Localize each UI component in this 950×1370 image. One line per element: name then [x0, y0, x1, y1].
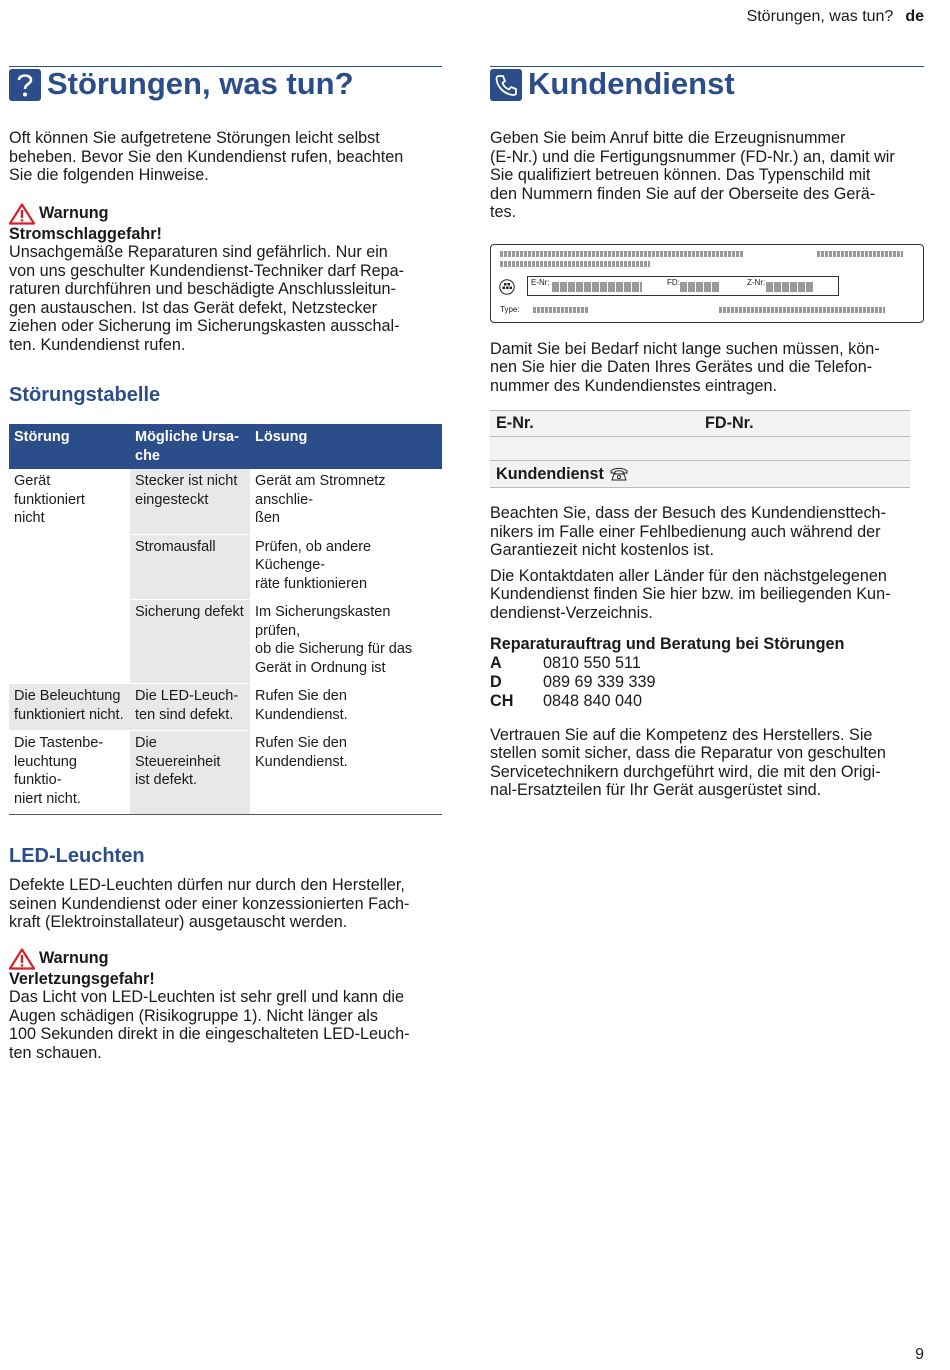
problem-cell: Die Beleuchtung funktioniert nicht. — [9, 684, 130, 731]
rating-plate-illustration — [490, 244, 924, 323]
problem-cell — [9, 600, 130, 684]
intro-paragraph — [490, 129, 924, 222]
cause-cell: Die Steuereinheit ist defekt. — [130, 731, 250, 815]
text-line: Beachten Sie, dass der Besuch des Kundendiensttech- — [490, 504, 886, 522]
text-line: raturen durchführen und beschädigte Anschlussleitun- — [9, 280, 396, 298]
led-title: LED-Leuchten — [9, 845, 145, 867]
enr-field-label: E-Nr. — [496, 414, 534, 432]
phone-number: 0848 840 040 — [543, 691, 643, 710]
note-paragraph — [490, 340, 924, 396]
phone-entry — [490, 692, 924, 711]
text-line: Die Kontaktdaten aller Länder für den nächstgelegenen — [490, 566, 887, 585]
text-line: Augen schädigen (Risikogruppe 1). Nicht länger als — [9, 1006, 378, 1025]
placeholder-text — [719, 307, 885, 313]
contact-paragraph — [490, 567, 924, 623]
placeholder-text — [500, 261, 650, 267]
text-line: dendienst-Verzeichnis. — [490, 603, 653, 622]
troubleshooting-table — [9, 424, 442, 815]
column-header: Mögliche Ursa- che — [130, 424, 250, 469]
text-line: von uns geschulter Kundendienst-Techniker darf Repa- — [9, 261, 405, 280]
table-row — [9, 469, 442, 534]
right-column — [490, 66, 924, 800]
page-title: Störungen, was tun? — [47, 66, 354, 101]
text-line: ziehen oder Sicherung im Sicherungskasten ausschal- — [9, 317, 400, 335]
text-line: (E-Nr.) und die Fertigungsnummer (FD-Nr.) an, damit wir — [490, 147, 895, 166]
solution-cell: Rufen Sie den Kundendienst. — [250, 684, 442, 731]
solution-cell: Prüfen, ob andere Küchenge- räte funktionieren — [250, 534, 442, 600]
led-paragraph — [9, 876, 442, 932]
solution-cell: Gerät am Stromnetz anschlie- ßen — [255, 473, 386, 526]
text-line: den Nummern finden Sie auf der Oberseite des Gerä- — [490, 184, 876, 203]
placeholder-text — [552, 282, 642, 292]
header-title: Störungen, was tun? — [746, 8, 894, 25]
text-line: nikers im Falle einer Fehlbedienung auch während der — [490, 522, 881, 541]
header-lang: de — [905, 8, 924, 25]
solution-cell: Im Sicherungskasten prüfen, ob die Sicherung für das Gerät in Ordnung ist — [250, 600, 442, 684]
column-header: Lösung — [250, 424, 442, 469]
trust-paragraph — [490, 726, 924, 800]
phone-entry — [490, 654, 924, 673]
text-line: kraft (Elektroinstallateur) ausgetauscht werden. — [9, 913, 348, 931]
text-line: stellen somit sicher, dass die Reparatur von geschulten — [490, 744, 886, 762]
placeholder-text — [500, 251, 744, 257]
phone-handset-icon — [490, 69, 522, 101]
problem-cell — [9, 534, 130, 600]
table-row — [9, 731, 442, 815]
text-line: Geben Sie beim Anruf bitte die Erzeugnisnummer — [490, 129, 846, 147]
solution-cell: Rufen Sie den Kundendienst. — [250, 731, 442, 815]
warning-heading — [9, 203, 442, 225]
telephone-icon — [610, 467, 628, 481]
placeholder-text — [533, 307, 589, 313]
service-data-form — [490, 410, 910, 488]
placeholder-text — [680, 282, 720, 292]
text-line: Servicetechnikern durchgeführt wird, die mit den Origi- — [490, 762, 881, 781]
text-line: Unsachgemäße Reparaturen sind gefährlich. Nur ein — [9, 243, 388, 261]
text-line: nen Sie hier die Daten Ihres Gerätes und die Telefon- — [490, 358, 873, 376]
text-line: beheben. Bevor Sie den Kundendienst rufen, beachten — [9, 147, 404, 166]
cause-cell: Stromausfall — [130, 534, 250, 600]
warning-text — [9, 988, 442, 1062]
warning-headline: Verletzungsgefahr! — [9, 969, 155, 988]
text-line: Das Licht von LED-Leuchten ist sehr grell und kann die — [9, 988, 405, 1006]
phone-number: 0810 550 511 — [543, 653, 641, 672]
table-row — [9, 684, 442, 731]
table-title: Störungstabelle — [9, 384, 161, 406]
text-line: Defekte LED-Leuchten dürfen nur durch den Hersteller, — [9, 876, 405, 894]
section-title: Kundendienst — [528, 66, 735, 101]
warning-heading — [9, 948, 442, 970]
phone-entry — [490, 673, 924, 692]
cause-cell: Sicherung defekt — [130, 600, 250, 684]
country-code: D — [490, 672, 502, 691]
country-code: CH — [490, 691, 514, 710]
phone-number: 089 69 339 339 — [543, 672, 656, 691]
phone-list — [490, 654, 924, 711]
text-line: Garantiezeit nicht kostenlos ist. — [490, 541, 715, 559]
page-number: 9 — [915, 1346, 924, 1363]
text-line: tes. — [490, 203, 517, 221]
plate-znr-label: Z-Nr: — [747, 277, 766, 287]
plate-number-box — [527, 276, 839, 296]
placeholder-text — [817, 251, 903, 257]
left-column — [9, 66, 442, 1062]
question-icon — [9, 69, 41, 101]
table-header-row — [9, 424, 442, 469]
text-line: nal-Ersatzteilen für Ihr Gerät ausgerüstet sind. — [490, 781, 822, 799]
text-line: 100 Sekunden direkt in die eingeschalteten LED-Leuch- — [9, 1025, 410, 1043]
visit-cost-paragraph — [490, 504, 924, 560]
service-logo-icon — [499, 279, 515, 295]
running-header — [747, 8, 924, 26]
warning-triangle-icon — [9, 203, 35, 225]
text-line: Vertrauen Sie auf die Kompetenz des Herstellers. Sie — [490, 725, 873, 744]
text-line: Kundendienst finden Sie hier bzw. im beiliegenden Kun- — [490, 585, 891, 603]
warning-triangle-icon — [9, 948, 35, 970]
plate-type-label: Type: — [500, 304, 520, 314]
cause-cell: Stecker ist nicht eingesteckt — [130, 469, 250, 534]
section-heading-troubleshooting — [9, 66, 442, 107]
form-row-numbers — [490, 410, 910, 436]
cause-cell: Die LED-Leuch- ten sind defekt. — [130, 684, 250, 731]
fdnr-field-label: FD-Nr. — [705, 414, 754, 432]
table-row — [9, 600, 442, 684]
text-line: nummer des Kundendienstes eintragen. — [490, 376, 778, 395]
warning-label: Warnung — [39, 949, 109, 967]
warning-text — [9, 243, 442, 354]
intro-paragraph — [9, 129, 442, 185]
text-line: ten schauen. — [9, 1043, 102, 1062]
text-line: Sie die folgenden Hinweise. — [9, 166, 209, 184]
country-code: A — [490, 653, 502, 672]
warning-label: Warnung — [39, 204, 109, 222]
section-heading-customer-service — [490, 66, 924, 107]
problem-cell: Die Tastenbe- leuchtung funktio- niert nicht. — [9, 731, 130, 815]
plate-enr-label: E-Nr: — [531, 277, 550, 287]
repair-heading: Reparaturauftrag und Beratung bei Störungen — [490, 635, 845, 653]
plate-fd-label: FD: — [667, 277, 680, 287]
text-line: Oft können Sie aufgetretene Störungen leicht selbst — [9, 129, 380, 147]
form-row-blank — [490, 436, 910, 460]
service-field-label: Kundendienst — [496, 464, 604, 483]
table-row — [9, 534, 442, 600]
column-header: Störung — [9, 424, 130, 469]
text-line: Damit Sie bei Bedarf nicht lange suchen müssen, kön- — [490, 339, 880, 358]
text-line: Sie qualifiziert betreuen können. Das Typenschild mit — [490, 166, 871, 184]
text-line: gen austauschen. Ist das Gerät defekt, Netzstecker — [9, 298, 378, 317]
text-line: seinen Kundendienst oder einer konzessionierten Fach- — [9, 894, 410, 913]
form-row-service — [490, 460, 910, 488]
problem-cell: Gerät funktioniert nicht — [14, 473, 85, 526]
placeholder-text — [766, 282, 814, 292]
text-line: ten. Kundendienst rufen. — [9, 335, 186, 354]
warning-headline: Stromschlaggefahr! — [9, 224, 162, 243]
